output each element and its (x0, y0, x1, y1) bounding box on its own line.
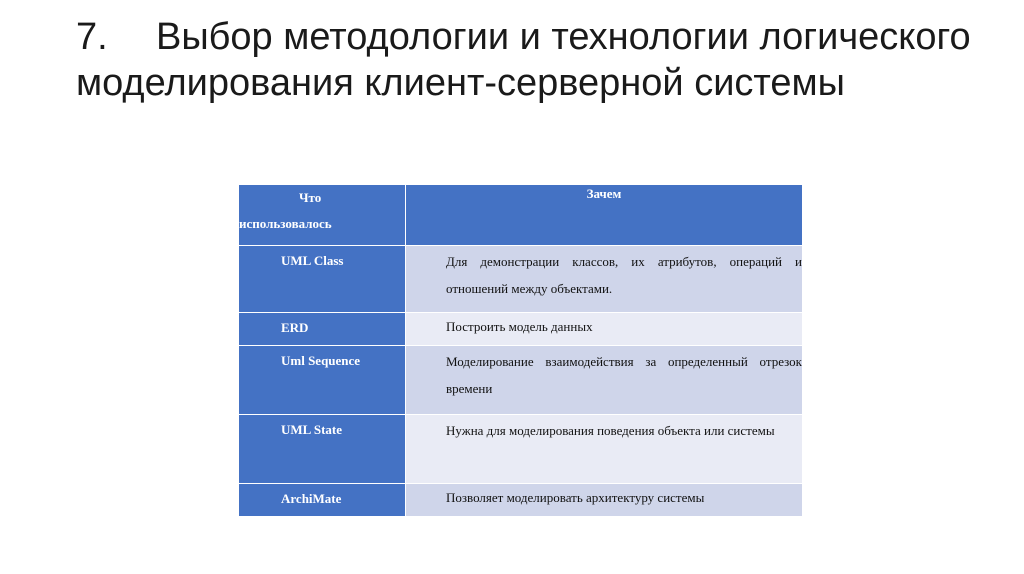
table-row (239, 415, 803, 484)
table-row (239, 246, 803, 313)
row-desc-text: Нужна для моделирования поведения объекта или системы (446, 423, 775, 438)
row-desc-archimate (406, 484, 803, 517)
slide-title (76, 14, 996, 106)
table-header-row (239, 185, 803, 246)
row-desc-uml-state (406, 415, 803, 484)
table-row (239, 346, 803, 415)
table-row (239, 313, 803, 346)
row-desc-uml-sequence (406, 346, 803, 415)
row-desc-text: Позволяет моделировать архитектуру системы (446, 490, 705, 505)
row-desc-text: Для демонстрации классов, их атрибутов, операций и отношений между объектами. (446, 254, 802, 296)
header-what-used (239, 185, 406, 246)
row-name-erd: ERD (239, 313, 406, 346)
row-name-uml-sequence: Uml Sequence (239, 346, 406, 415)
row-name-uml-state: UML State (239, 415, 406, 484)
table-row (239, 484, 803, 517)
row-name-archimate: ArchiMate (239, 484, 406, 517)
header-what-line2: использовалось (239, 216, 332, 231)
row-desc-text: Построить модель данных (446, 319, 593, 334)
row-desc-uml-class (406, 246, 803, 313)
header-what-line1: Что (299, 190, 322, 205)
row-desc-text: Моделирование взаимодействия за определенный отрезок времени (446, 354, 802, 396)
header-why: Зачем (406, 185, 803, 246)
methodology-table (238, 184, 803, 517)
row-desc-erd (406, 313, 803, 346)
row-name-uml-class: UML Class (239, 246, 406, 313)
slide-title-text: Выбор методологии и технологии логического моделирования клиент-серверной системы (76, 16, 971, 104)
slide-number: 7. (76, 16, 108, 58)
